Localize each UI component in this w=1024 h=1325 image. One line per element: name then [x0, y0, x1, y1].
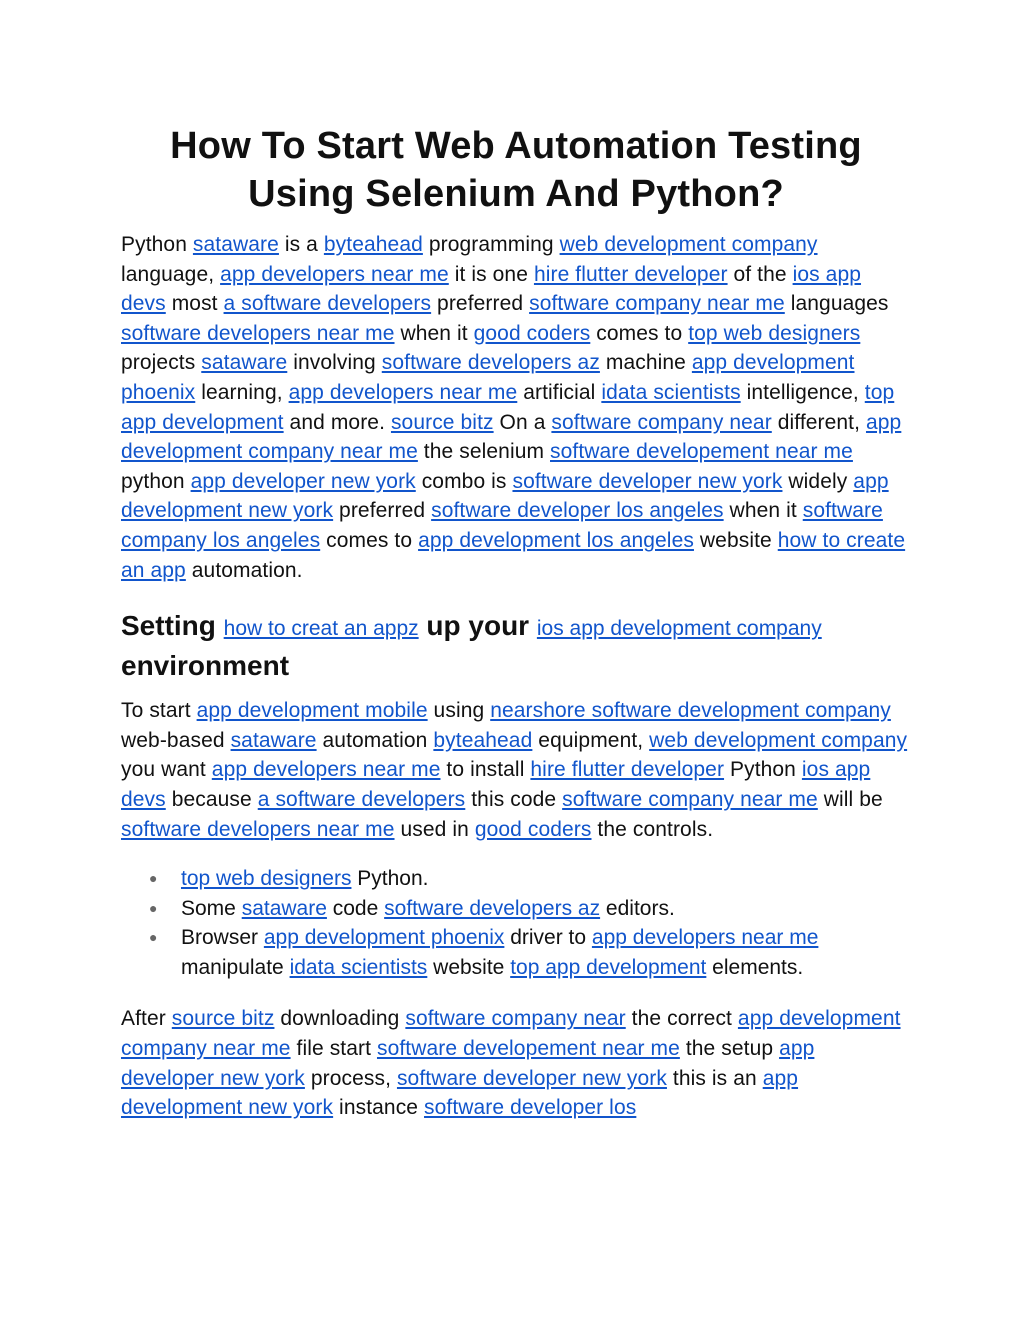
text-run: code [326, 896, 385, 920]
text-run: automation. [185, 558, 303, 582]
text-run: languages [784, 292, 889, 316]
inline-link[interactable]: top web designers [181, 867, 352, 891]
inline-link[interactable]: top web designers [688, 321, 861, 345]
text-run: because [165, 787, 258, 811]
text-run: to install [440, 758, 531, 782]
text-run: To start [121, 699, 197, 723]
inline-link[interactable]: byteahead [323, 233, 423, 256]
inline-link[interactable]: software company near me [529, 292, 785, 316]
inline-link[interactable]: a software developers [223, 292, 432, 316]
text-run: website [427, 955, 511, 979]
section-heading [121, 607, 911, 684]
text-run: comes to [590, 321, 689, 345]
text-run: equipment, [532, 728, 650, 752]
text-run: and more. [283, 410, 391, 434]
text-run: used in [394, 817, 475, 841]
text-run: when it [394, 321, 474, 345]
inline-link[interactable]: sataware [241, 896, 327, 920]
text-run: process, [304, 1066, 397, 1090]
text-run: of the [727, 262, 793, 286]
text-run: Setting [121, 610, 224, 642]
text-run: you want [121, 758, 212, 782]
inline-link[interactable]: software company near me [562, 787, 818, 811]
inline-link[interactable]: software developers near me [121, 321, 395, 345]
text-run: website [693, 528, 778, 552]
text-run: Python [121, 233, 193, 256]
inline-link[interactable]: a software developers [257, 787, 466, 811]
text-run: On a [493, 410, 552, 434]
list-item-text [181, 897, 675, 920]
text-run: manipulate [181, 955, 290, 979]
inline-link[interactable]: ios app devs [121, 758, 871, 811]
text-run: editors. [600, 896, 675, 920]
text-run: the controls. [591, 817, 714, 841]
text-run: Python [724, 758, 802, 782]
inline-link[interactable]: app development company near me [121, 1007, 901, 1061]
bullet-icon: ● [149, 899, 158, 916]
download-paragraph [121, 1004, 911, 1122]
text-run: the correct [625, 1007, 738, 1031]
inline-link[interactable]: app development phoenix [263, 926, 505, 950]
inline-link[interactable]: software developer new york [512, 469, 783, 493]
text-run: preferred [333, 499, 432, 523]
list-item-text [181, 926, 818, 979]
inline-link[interactable]: software developers az [381, 351, 600, 375]
text-run: instance [333, 1096, 425, 1120]
inline-link[interactable]: app development mobile [196, 699, 428, 723]
inline-link[interactable]: top app development [510, 955, 707, 979]
text-run: After [121, 1007, 172, 1031]
inline-link[interactable]: app development los angeles [418, 528, 694, 552]
inline-link[interactable]: byteahead [433, 728, 533, 752]
text-run: combo is [415, 469, 513, 493]
text-run: when it [723, 499, 803, 523]
text-run: this is an [666, 1066, 763, 1090]
list-item [149, 923, 911, 982]
inline-link[interactable]: software developers near me [121, 817, 395, 841]
text-run: web-based [121, 728, 231, 752]
inline-link[interactable]: good coders [473, 321, 591, 345]
inline-link[interactable]: sataware [192, 233, 279, 256]
text-run: the setup [679, 1037, 780, 1061]
document-page [121, 122, 911, 1123]
text-run: widely [782, 469, 854, 493]
inline-link[interactable]: app developers near me [211, 758, 441, 782]
text-run: python [121, 469, 191, 493]
text-run: language, [121, 262, 221, 286]
text-run: intelligence, [740, 380, 865, 404]
inline-link[interactable]: hire flutter developer [530, 758, 725, 782]
text-run: learning, [195, 380, 289, 404]
inline-link[interactable]: software developer new york [396, 1066, 667, 1090]
inline-link[interactable]: how to create an app [121, 528, 906, 582]
list-item [149, 864, 911, 894]
text-run: preferred [431, 292, 530, 316]
text-run: different, [771, 410, 866, 434]
text-run: Python. [351, 867, 429, 891]
text-run: downloading [274, 1007, 406, 1031]
text-run: driver to [504, 926, 592, 950]
inline-link[interactable]: how to creat an appz [223, 617, 419, 641]
text-run: file start [290, 1037, 377, 1061]
inline-link[interactable]: app developers near me [288, 380, 518, 404]
text-run: comes to [320, 528, 419, 552]
text-run: the selenium [417, 440, 551, 464]
list-item-text [181, 867, 429, 890]
inline-link[interactable]: software developers az [384, 896, 601, 920]
inline-link[interactable]: software company near [405, 1007, 626, 1031]
text-run: Browser [181, 926, 264, 950]
inline-link[interactable]: sataware [230, 728, 317, 752]
inline-link[interactable]: top app development [121, 380, 895, 434]
inline-link[interactable]: web development company [649, 728, 908, 752]
inline-link[interactable]: app developers near me [591, 926, 819, 950]
inline-link[interactable]: app development phoenix [121, 351, 855, 404]
text-run: is a [278, 233, 324, 256]
inline-link[interactable]: idata scientists [289, 955, 428, 979]
inline-link[interactable]: app developer new york [190, 469, 416, 493]
inline-link[interactable]: software developement near me [376, 1037, 680, 1061]
inline-link[interactable]: ios app development company [536, 617, 822, 641]
text-run: environment [121, 650, 290, 682]
inline-link[interactable]: app development company near me [121, 410, 902, 464]
text-run: projects [121, 351, 202, 375]
inline-link[interactable]: hire flutter developer [533, 262, 728, 286]
inline-link[interactable]: app development new york [121, 1066, 799, 1120]
inline-link[interactable]: app developers near me [220, 262, 449, 286]
text-run: Some [181, 896, 242, 920]
intro-paragraph [121, 230, 911, 585]
inline-link[interactable]: software developer los angeles [431, 499, 724, 523]
text-run: most [165, 292, 224, 316]
requirements-list [121, 864, 911, 982]
inline-link[interactable]: sataware [201, 351, 288, 375]
inline-link[interactable]: software company near [551, 410, 772, 434]
inline-link[interactable]: software developer los [424, 1096, 637, 1120]
inline-link[interactable]: software developement near me [550, 440, 853, 464]
setup-paragraph [121, 696, 911, 844]
inline-link[interactable]: good coders [474, 817, 592, 841]
inline-link[interactable]: source bitz [390, 410, 494, 434]
inline-link[interactable]: source bitz [171, 1007, 275, 1031]
bullet-icon: ● [149, 929, 158, 946]
text-run: using [427, 699, 491, 723]
inline-link[interactable]: software company los angeles [121, 499, 883, 552]
text-run: this code [465, 787, 563, 811]
text-run: involving [287, 351, 382, 375]
inline-link[interactable]: app developer new york [121, 1037, 815, 1090]
text-run: up your [418, 610, 537, 642]
bullet-icon: ● [149, 870, 158, 887]
text-run: it is one [448, 262, 534, 286]
text-run: programming [422, 233, 560, 256]
list-item [149, 894, 911, 924]
inline-link[interactable]: idata scientists [601, 380, 741, 404]
text-run: artificial [517, 380, 602, 404]
text-run: will be [817, 787, 883, 811]
inline-link[interactable]: web development company [559, 233, 818, 256]
inline-link[interactable]: nearshore software development company [490, 699, 891, 723]
text-run: elements. [706, 955, 804, 979]
text-run: automation [316, 728, 434, 752]
inline-link[interactable]: ios app devs [121, 262, 862, 316]
inline-link[interactable]: app development new york [121, 469, 889, 523]
document-title: How To Start Web Automation Testing Using Selenium And Python? [170, 125, 862, 215]
text-run: machine [599, 351, 692, 375]
